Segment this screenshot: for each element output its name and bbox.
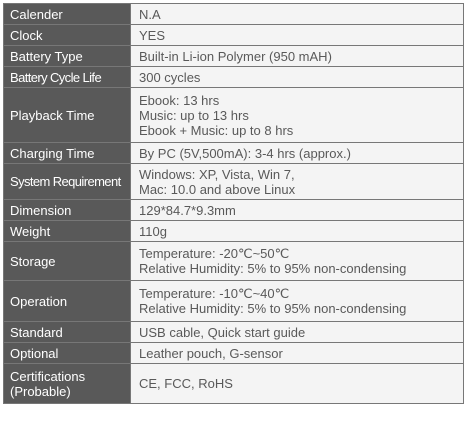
row-value: Temperature: -20℃~50℃ Relative Humidity: 5% to 95% non-condensing xyxy=(131,242,464,281)
table-row xyxy=(4,343,464,364)
row-label: Optional xyxy=(4,343,131,364)
row-value: CE, FCC, RoHS xyxy=(131,364,464,404)
row-label: Dimension xyxy=(4,200,131,221)
row-value: N.A xyxy=(131,4,464,25)
row-label: Calender xyxy=(4,4,131,25)
table-row xyxy=(4,200,464,221)
table-row xyxy=(4,364,464,404)
row-label: Storage xyxy=(4,242,131,281)
row-label: Weight xyxy=(4,221,131,242)
table-row xyxy=(4,67,464,88)
row-value: 300 cycles xyxy=(131,67,464,88)
row-value: YES xyxy=(131,25,464,46)
table-row xyxy=(4,88,464,143)
row-value: 110g xyxy=(131,221,464,242)
table-row xyxy=(4,164,464,200)
row-label: Clock xyxy=(4,25,131,46)
row-label: Certifications (Probable) xyxy=(4,364,131,404)
row-label: Battery Cycle Life xyxy=(4,67,131,88)
row-value: By PC (5V,500mA): 3-4 hrs (approx.) xyxy=(131,143,464,164)
row-value: Built-in Li-ion Polymer (950 mAH) xyxy=(131,46,464,67)
table-row xyxy=(4,25,464,46)
row-value: Temperature: -10℃~40℃ Relative Humidity: 5% to 95% non-condensing xyxy=(131,281,464,322)
row-label: Playback Time xyxy=(4,88,131,143)
table-row xyxy=(4,46,464,67)
row-label: Operation xyxy=(4,281,131,322)
table-row xyxy=(4,4,464,25)
row-value: Ebook: 13 hrs Music: up to 13 hrs Ebook + Music: up to 8 hrs xyxy=(131,88,464,143)
row-label: Battery Type xyxy=(4,46,131,67)
table-row xyxy=(4,143,464,164)
row-value: Leather pouch, G-sensor xyxy=(131,343,464,364)
row-value: 129*84.7*9.3mm xyxy=(131,200,464,221)
table-row xyxy=(4,221,464,242)
table-row xyxy=(4,322,464,343)
row-label: Standard xyxy=(4,322,131,343)
row-value: USB cable, Quick start guide xyxy=(131,322,464,343)
spec-table xyxy=(3,3,464,404)
row-value: Windows: XP, Vista, Win 7, Mac: 10.0 and above Linux xyxy=(131,164,464,200)
table-row xyxy=(4,242,464,281)
table-row xyxy=(4,281,464,322)
row-label: System Requirement xyxy=(4,164,131,200)
row-label: Charging Time xyxy=(4,143,131,164)
